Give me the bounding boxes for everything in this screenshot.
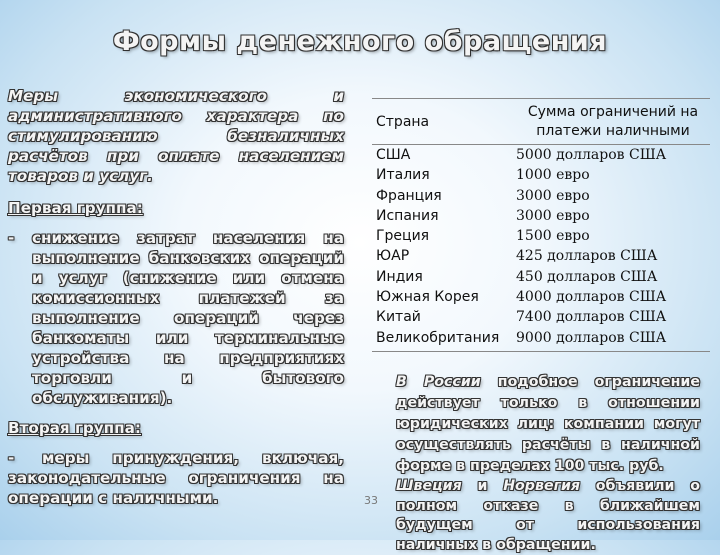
group1-dash: - xyxy=(8,229,15,247)
russia-emphasis: В России xyxy=(396,374,481,390)
group2-heading: Вторая группа: xyxy=(8,419,141,437)
amount-cell: 5000 долларов США xyxy=(516,147,667,163)
country-cell: Южная Корея xyxy=(376,289,479,306)
group1-text: снижение затрат населения на выполнение банковских операций и услуг (снижение или отмена комиссионных платежей за выполнение операций через банкоматы или терминальные устройства на предприятиях торговли и бытового обслуживания). xyxy=(32,229,344,407)
header-country: Страна xyxy=(376,114,430,130)
intro-text: Меры экономического и административного характера по стимулированию безналичных расчётов при оплате населением товаров и услуг. xyxy=(8,87,344,185)
sweden-emphasis: Швеция xyxy=(396,478,462,494)
group2-text: меры принуждения, включая, законодательные ограничения на операции с наличными. xyxy=(8,449,344,507)
table-row xyxy=(372,328,710,348)
country-cell: Франция xyxy=(376,187,442,204)
table-row xyxy=(372,307,710,327)
country-cell: ЮАР xyxy=(376,248,410,265)
group1-item xyxy=(8,228,344,408)
left-column xyxy=(8,86,344,518)
country-cell: Испания xyxy=(376,207,439,224)
table-row xyxy=(372,246,710,266)
norway-emphasis: Норвегия xyxy=(503,478,581,494)
russia-note-text: подобное ограничение действует только в отношении юридических лиц: компании могут осуществлять расчёты в наличной форме в пределах 100 тыс. руб. xyxy=(396,374,700,474)
group2-item xyxy=(8,448,344,508)
amount-cell: 7400 долларов США xyxy=(516,309,667,326)
amount-cell: 425 долларов США xyxy=(516,248,658,265)
amount-cell: 450 долларов США xyxy=(516,268,658,285)
sweden-note-text: объявили о полном отказе в ближайшем будущем от использования наличных в обращении. xyxy=(396,478,700,553)
table-row xyxy=(372,287,710,307)
restrictions-table xyxy=(372,98,710,352)
country-cell: Индия xyxy=(376,268,423,285)
slide-title: Формы денежного обращения xyxy=(112,26,608,57)
group2-dash: - xyxy=(8,449,15,467)
table-row xyxy=(372,226,710,246)
country-cell: США xyxy=(376,147,411,163)
table-row xyxy=(372,267,710,287)
table-row xyxy=(372,186,710,206)
header-amount: Сумма ограничений на платежи наличными xyxy=(527,104,699,139)
group1-heading: Первая группа: xyxy=(8,199,143,217)
table-header xyxy=(372,99,710,145)
country-cell: Великобритания xyxy=(376,329,500,346)
country-cell: Китай xyxy=(376,309,421,326)
russia-note xyxy=(396,372,700,477)
amount-cell: 1000 евро xyxy=(516,167,590,184)
amount-cell: 3000 евро xyxy=(516,207,590,224)
table-row xyxy=(372,206,710,226)
amount-cell: 4000 долларов США xyxy=(516,289,667,306)
page-number: 33 xyxy=(364,494,378,507)
sweden-note-conjunction: и xyxy=(461,478,504,494)
amount-cell: 9000 долларов США xyxy=(516,329,667,346)
amount-cell: 1500 евро xyxy=(516,228,590,245)
table-bottom-rule xyxy=(372,351,710,352)
amount-cell: 3000 евро xyxy=(516,187,590,204)
country-cell: Греция xyxy=(376,228,430,245)
table-body xyxy=(372,145,710,348)
sweden-norway-note xyxy=(396,477,700,555)
country-cell: Италия xyxy=(376,167,430,184)
table-row xyxy=(372,165,710,185)
table-row xyxy=(372,145,710,165)
